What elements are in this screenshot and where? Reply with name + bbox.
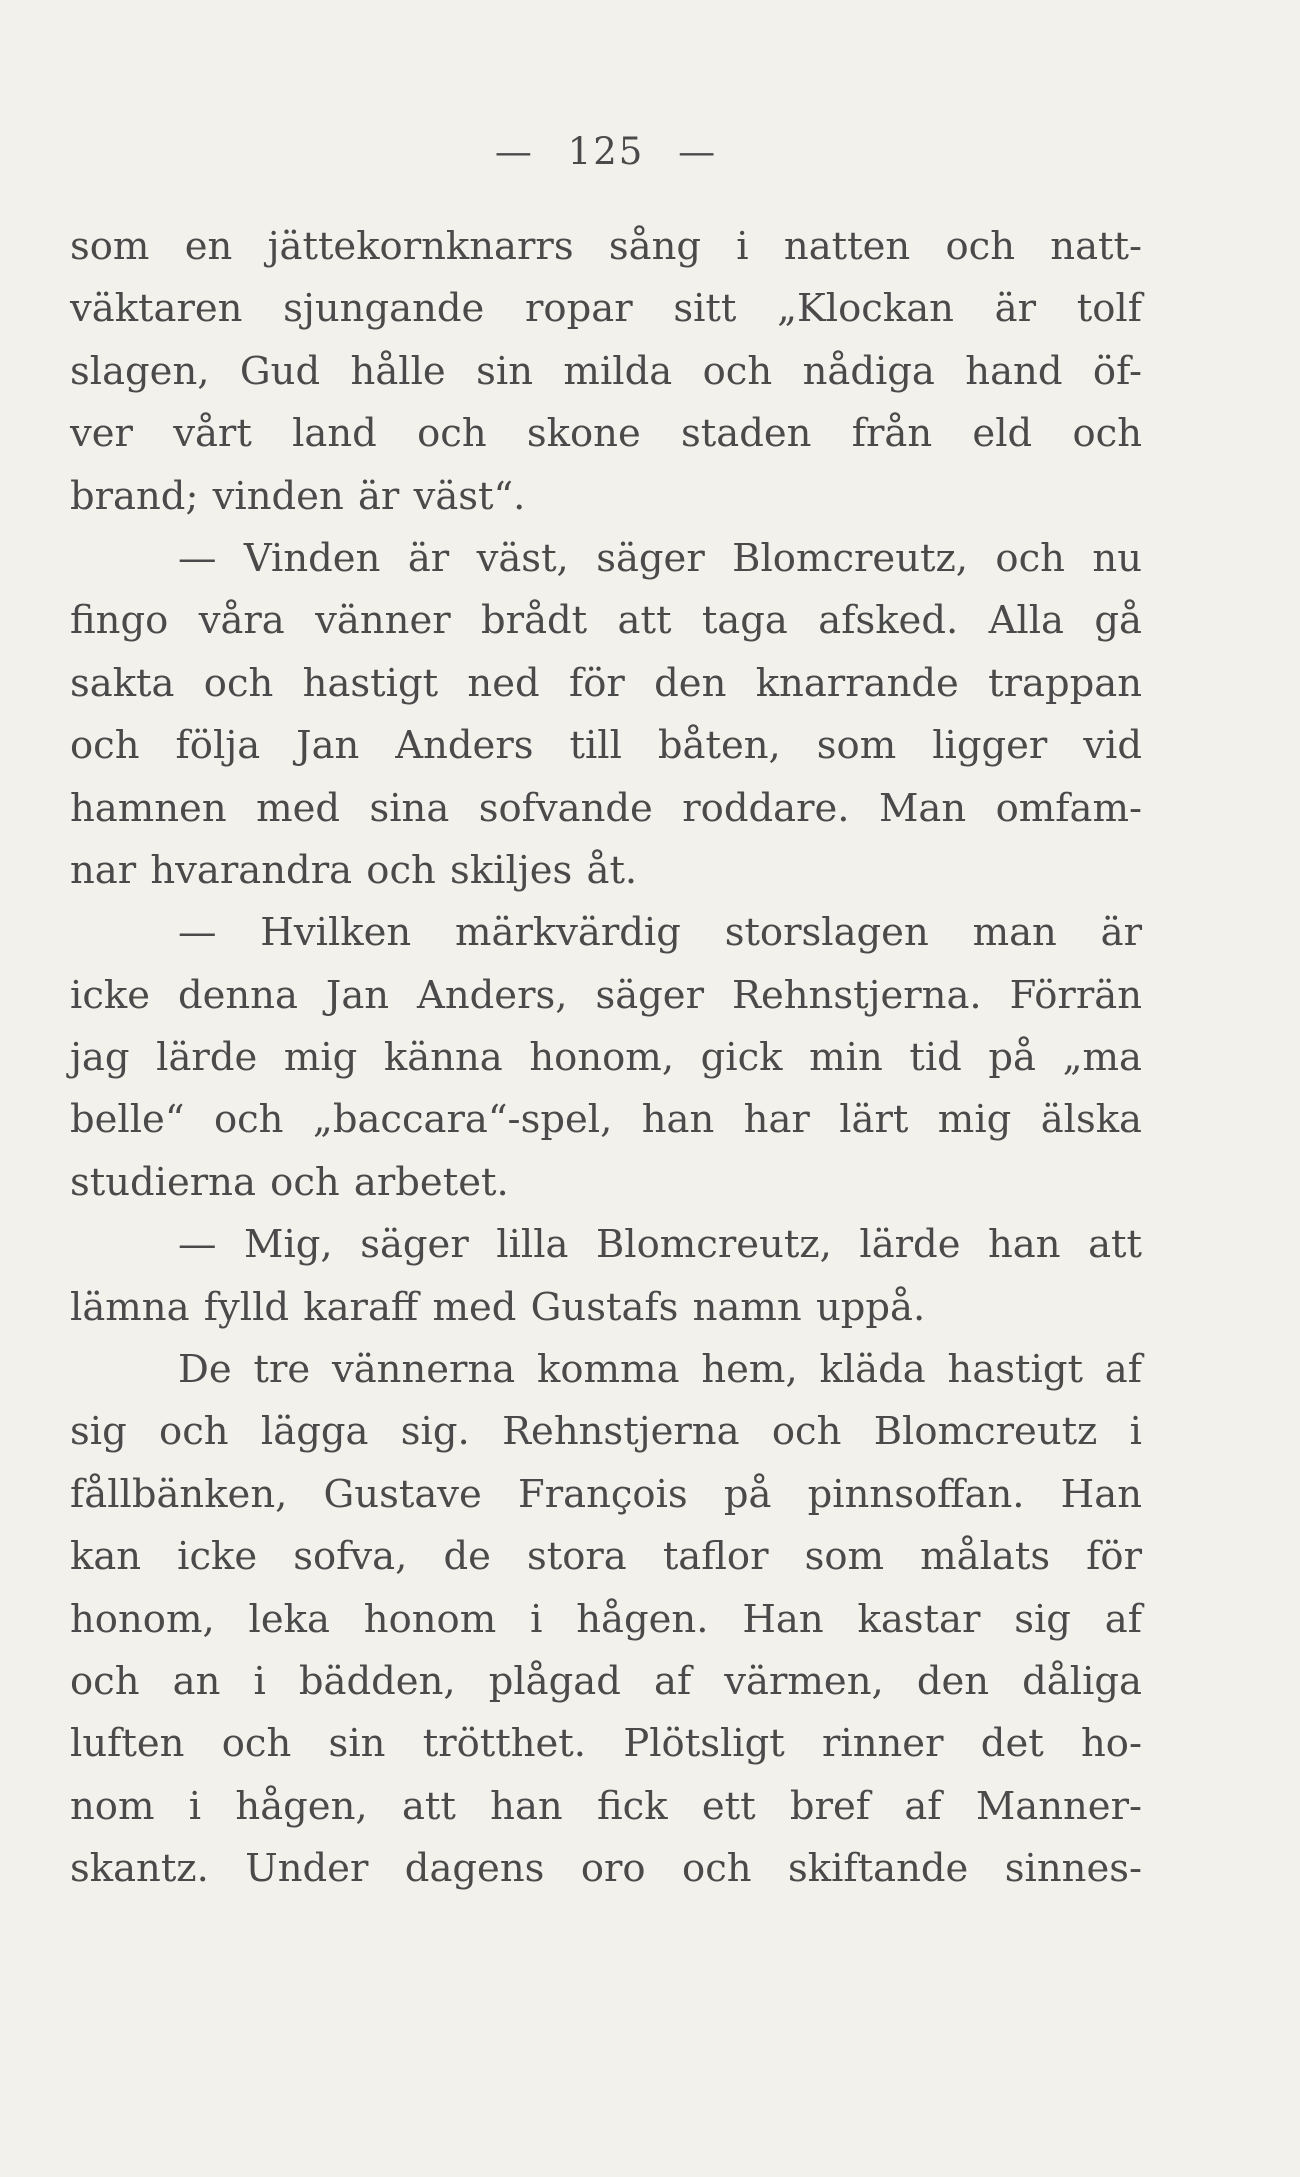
text-line: honom, leka honom i hågen. Han kastar sig af [70,1596,1142,1642]
text-line: De tre vännerna komma hem, kläda hastigt af [178,1347,1142,1393]
text-line: som en jättekornknarrs sång i natten och natt- [70,224,1142,269]
text-line: icke denna Jan Anders, säger Rehnstjerna. Förrän [70,972,1142,1018]
text-line: sig och lägga sig. Rehnstjerna och Blomcreutz i [70,1409,1142,1455]
text-line: — Mig, säger lilla Blomcreutz, lärde han att [178,1222,1142,1268]
header-dash-left: — [494,130,534,173]
text-line: ver vårt land och skone staden från eld och [70,411,1142,457]
text-line: slagen, Gud hålle sin milda och nådiga hand öf- [70,348,1142,394]
text-line: brand; vinden är väst“. [70,473,526,519]
text-line: fingo våra vänner brådt att taga afsked. Alla gå [70,598,1142,644]
text-line: jag lärde mig känna honom, gick min tid på „ma [70,1035,1142,1081]
text-line: belle“ och „baccara“-spel, han har lärt mig älska [70,1097,1142,1143]
text-line: — Vinden är väst, säger Blomcreutz, och nu [178,535,1142,581]
header-dash-right: — [678,130,718,173]
page-number: 125 [567,130,645,173]
body-text [70,216,1142,1901]
text-line: lämna fylld karaff med Gustafs namn uppå. [70,1284,926,1330]
text-line: — Hvilken märkvärdig storslagen man är [178,910,1142,956]
text-line: luften och sin trötthet. Plötsligt rinner det ho- [70,1721,1142,1767]
text-line: nar hvarandra och skiljes åt. [70,847,638,893]
text-line: nom i hågen, att han fick ett bref af Manner- [70,1783,1142,1829]
text-line: och följa Jan Anders till båten, som ligger vid [70,723,1142,769]
text-line: fållbänken, Gustave François på pinnsoffan. Han [70,1471,1142,1517]
text-line: sakta och hastigt ned för den knarrande trappan [70,660,1142,706]
text-line: hamnen med sina sofvande roddare. Man omfam- [70,785,1142,831]
text-line: väktaren sjungande ropar sitt „Klockan är tolf [70,286,1142,332]
text-line: kan icke sofva, de stora taflor som målats för [70,1534,1142,1580]
text-line: och an i bädden, plågad af värmen, den dåliga [70,1658,1142,1704]
text-line: skantz. Under dagens oro och skiftande sinnes- [70,1846,1142,1892]
page-header [70,0,1142,210]
text-line: studierna och arbetet. [70,1159,509,1205]
